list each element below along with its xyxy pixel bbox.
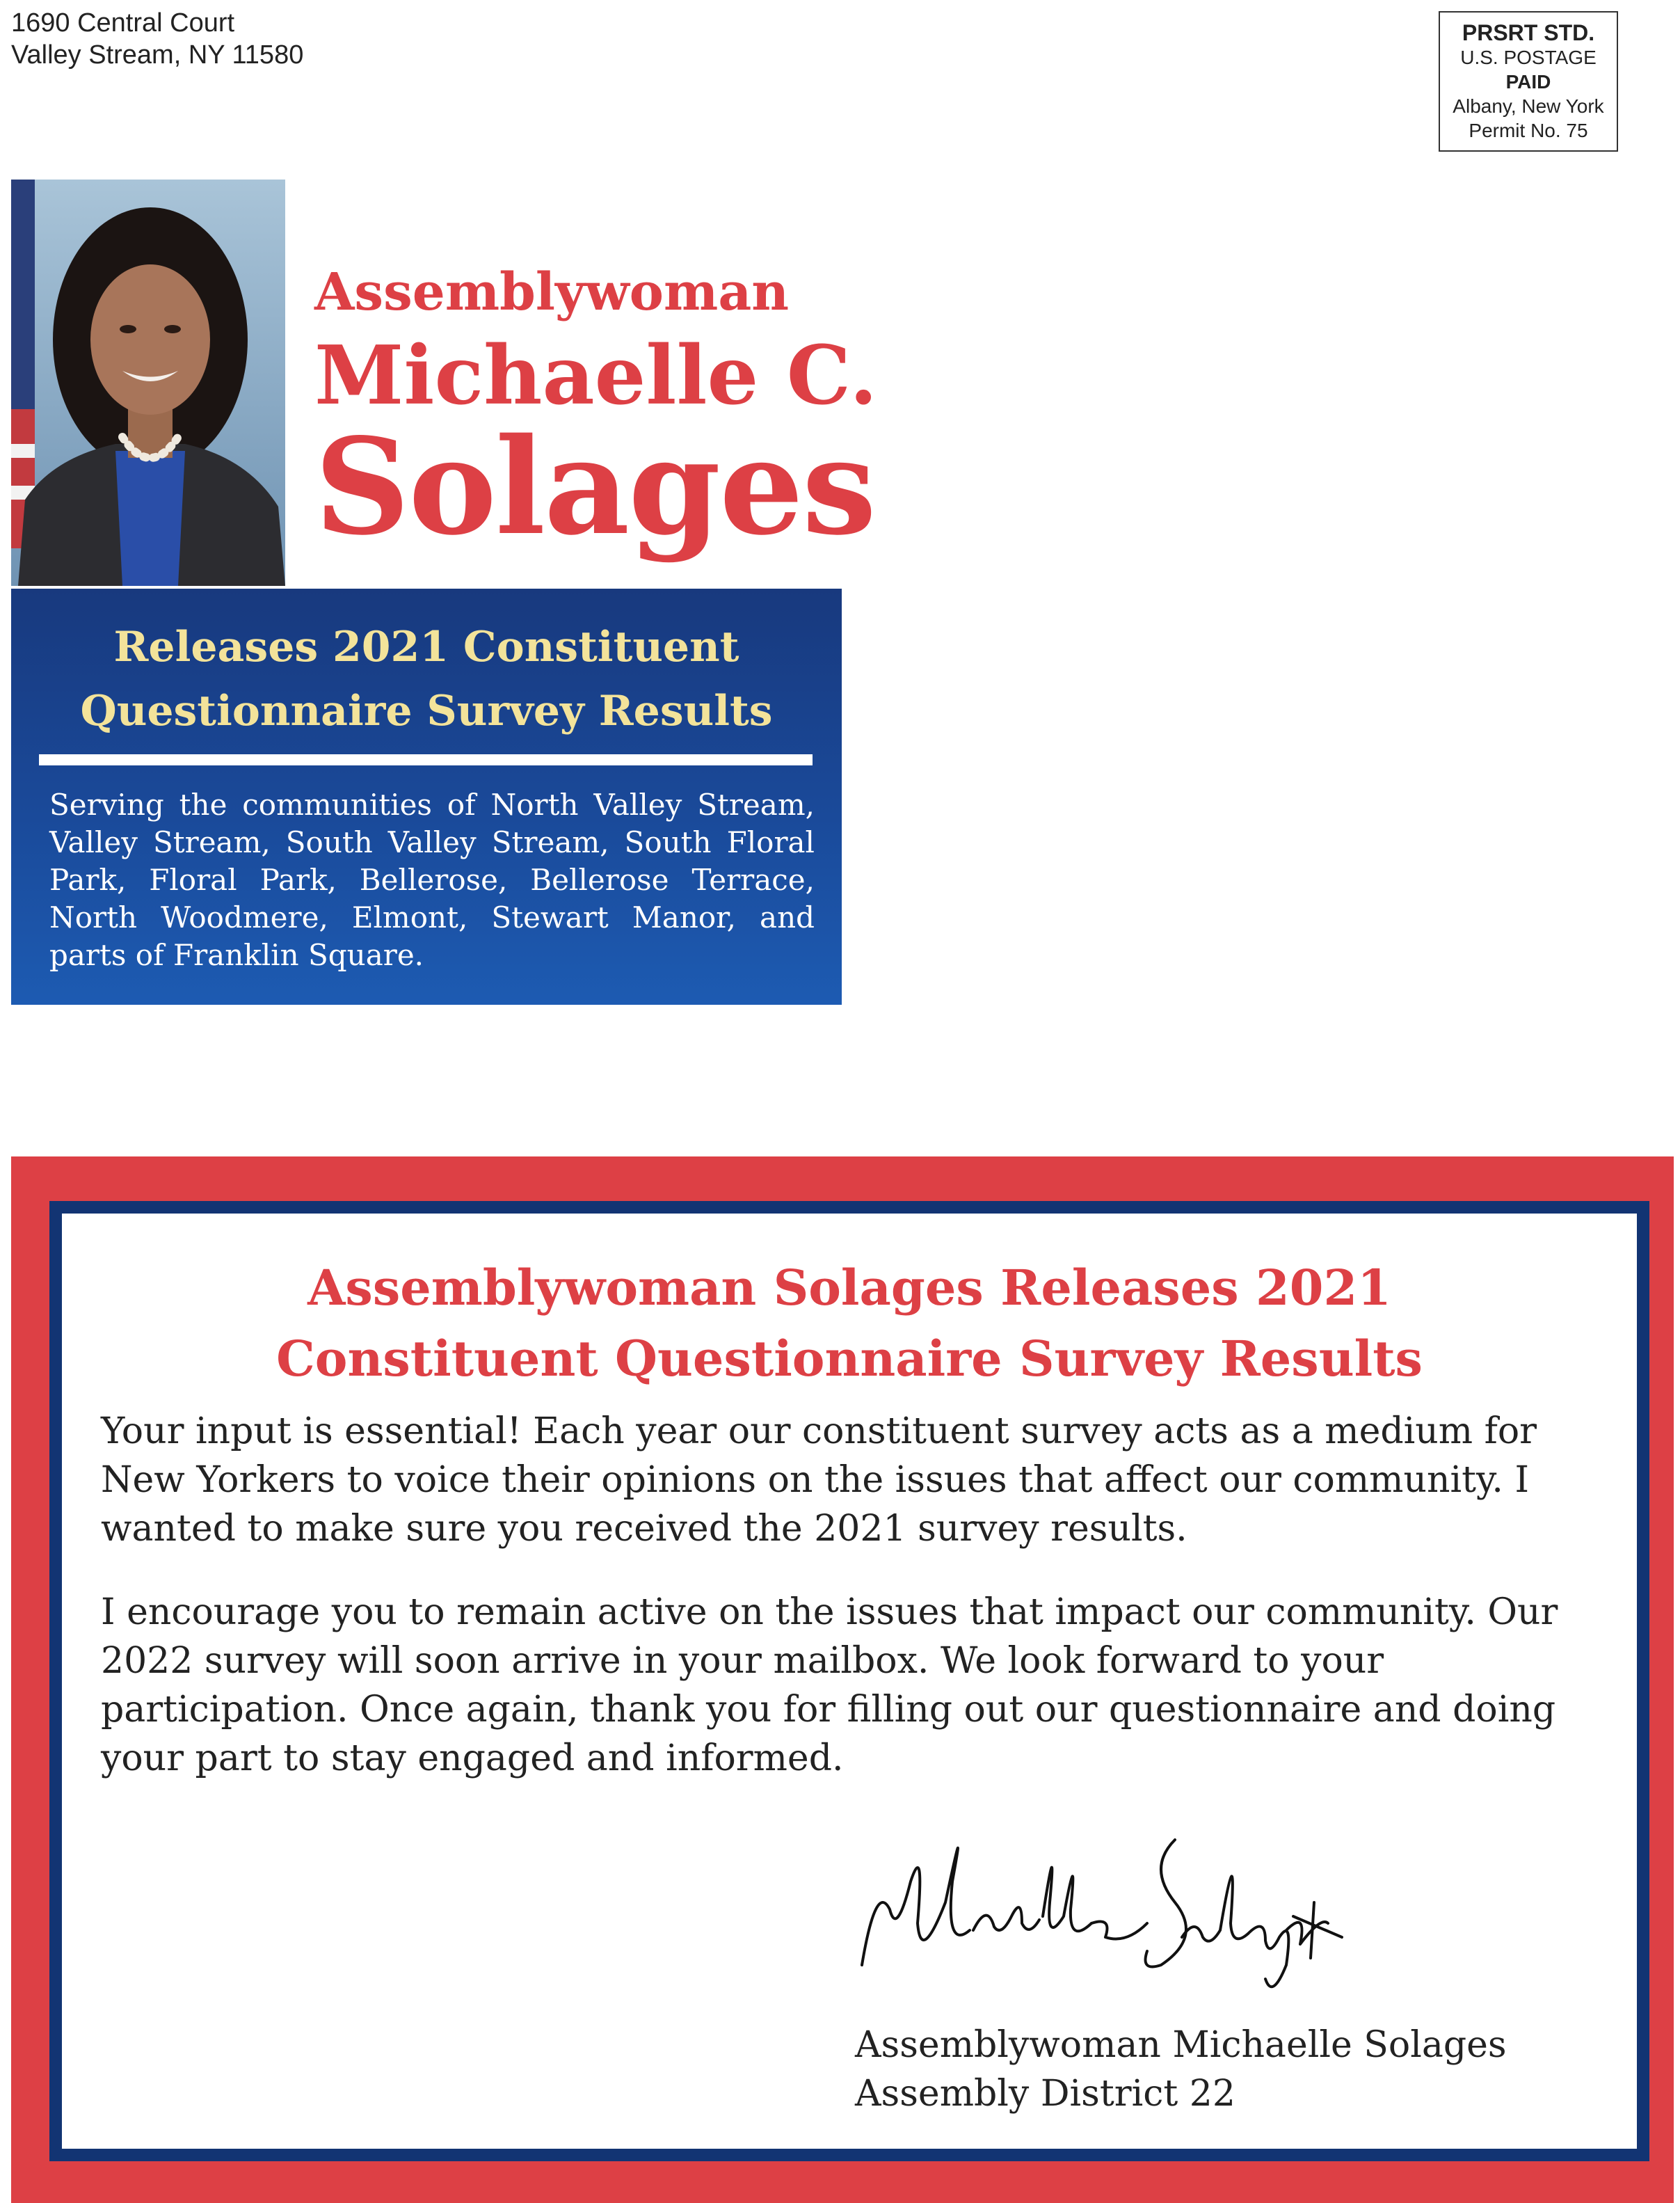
banner-heading bbox=[11, 615, 842, 743]
handwritten-signature bbox=[848, 1798, 1349, 2000]
survey-banner bbox=[11, 589, 842, 1005]
representative-last-name: Solages bbox=[314, 409, 875, 564]
representative-name bbox=[314, 257, 878, 564]
letter-paragraph-1: Your input is essential! Each year our constituent survey acts as a medium for New Yorkers to voice their opinions on the issues that affect our community. I wanted to make sure you received the 2021 survey results. bbox=[101, 1410, 1537, 1550]
signer-title: Assemblywoman Michaelle Solages bbox=[855, 2024, 1507, 2066]
indicia-line4: Albany, New York bbox=[1453, 95, 1604, 117]
banner-heading-line1: Releases 2021 Constituent bbox=[113, 623, 739, 671]
signer-district: Assembly District 22 bbox=[855, 2073, 1235, 2115]
indicia-line3: PAID bbox=[1505, 71, 1551, 93]
representative-first-name: Michaelle C. bbox=[314, 328, 878, 423]
letter-frame-border bbox=[49, 1201, 1649, 2161]
portrait-photo bbox=[11, 180, 285, 586]
letter-heading bbox=[62, 1252, 1637, 1394]
indicia-line5: Permit No. 75 bbox=[1469, 120, 1588, 141]
return-address-line2: Valley Stream, NY 11580 bbox=[11, 40, 304, 70]
letter-heading-line1: Assemblywoman Solages Releases 2021 bbox=[307, 1259, 1391, 1317]
letter-frame bbox=[11, 1156, 1674, 2203]
signer-block bbox=[855, 2021, 1507, 2118]
representative-title: Assemblywoman bbox=[314, 262, 790, 322]
letter-panel bbox=[62, 1214, 1637, 2149]
letter-paragraph-2: I encourage you to remain active on the issues that impact our community. Our 2022 survey will soon arrive in your mailbox. We look forward to your participation. Once again, thank you for filling out our questionnaire and doing your part to stay engaged and informed. bbox=[101, 1591, 1558, 1779]
banner-divider bbox=[39, 754, 813, 765]
postage-indicia bbox=[1439, 11, 1618, 152]
return-address bbox=[11, 7, 303, 71]
return-address-line1: 1690 Central Court bbox=[11, 8, 235, 38]
portrait-illustration bbox=[11, 180, 285, 586]
indicia-line2: U.S. POSTAGE bbox=[1460, 47, 1597, 68]
banner-heading-line2: Questionnaire Survey Results bbox=[80, 687, 773, 735]
indicia-line1: PRSRT STD. bbox=[1462, 20, 1595, 45]
letter-heading-line2: Constituent Questionnaire Survey Results bbox=[276, 1330, 1423, 1387]
communities-served: Serving the communities of North Valley Stream, Valley Stream, South Valley Stream, South Floral Park, Floral Park, Bellerose, Bellerose Terrace, North Woodmere, Elmont, Stewart Manor, and parts of Franklin Square. bbox=[49, 788, 815, 972]
